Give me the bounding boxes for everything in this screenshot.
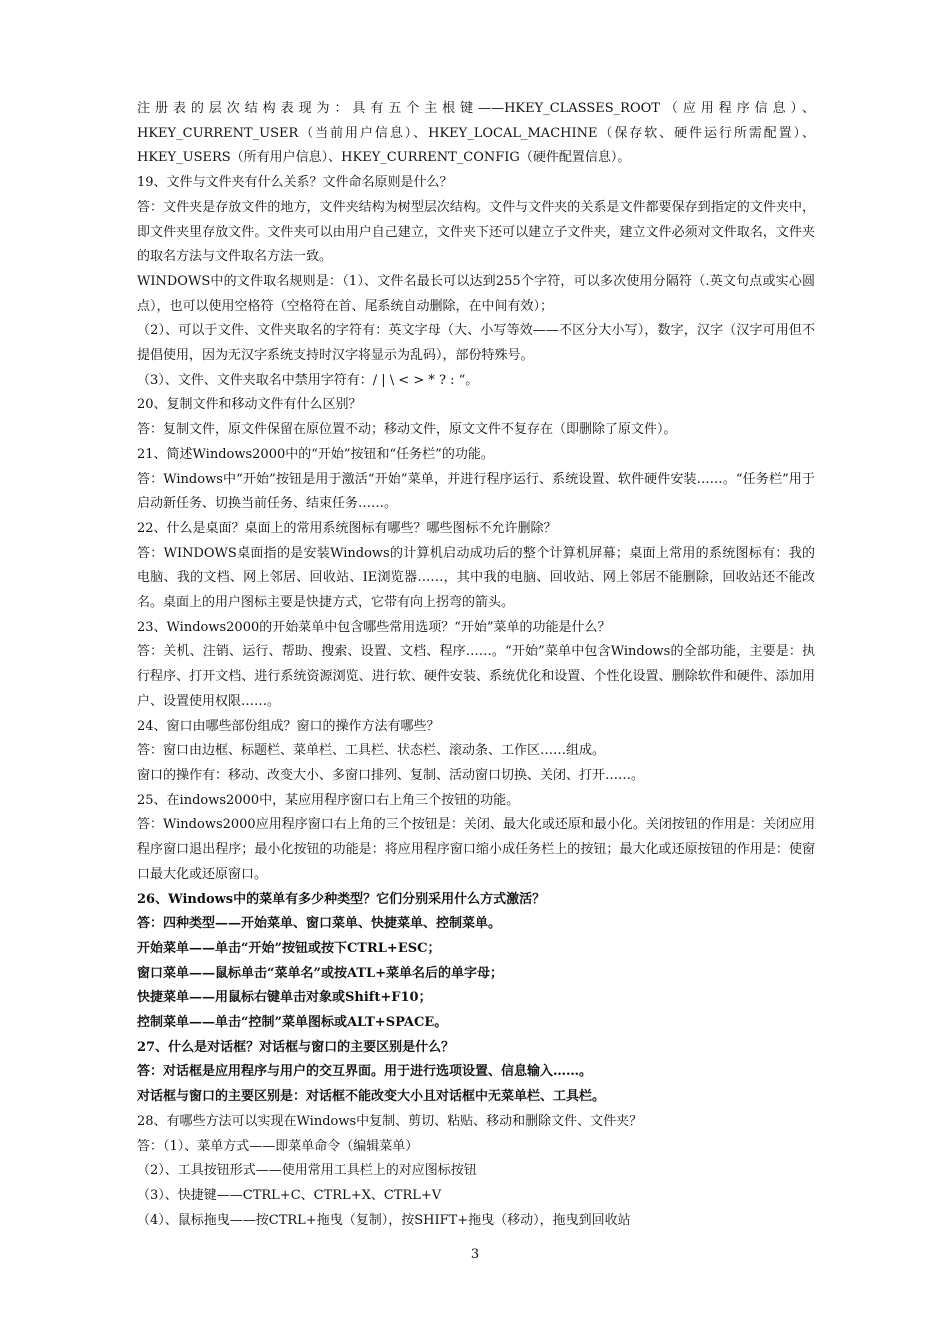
paragraph: 19、文件与文件夹有什么关系？文件命名原则是什么？ <box>137 175 453 191</box>
paragraph: 快捷菜单——用鼠标右键单击对象或Shift+F10； <box>137 990 432 1006</box>
paragraph: 注册表的层次结构表现为：具有五个主根键——HKEY_CLASSES_ROOT（应用程序信息）、HKEY_CURRENT_USER（当前用户信息）、HKEY_LOCAL_MACHINE（保存软、硬件运行所需配置）、HKEY_USERS（所有用户信息）、HKEY_CURRENT_CONFIG（硬件配置信息）。 <box>137 101 815 166</box>
paragraph: 答：Windows中“开始”按钮是用于激活“开始”菜单，并进行程序运行、系统设置、软件硬件安装……。“任务栏”用于启动新任务、切换当前任务、结束任务……。 <box>137 471 815 512</box>
paragraph: 25、在indows2000中，某应用程序窗口右上角三个按钮的功能。 <box>137 792 520 808</box>
paragraph: 答：窗口由边框、标题栏、菜单栏、工具栏、状态栏、滚动条、工作区……组成。 <box>137 743 606 759</box>
paragraph: 24、窗口由哪些部份组成？窗口的操作方法有哪些？ <box>137 718 440 734</box>
paragraph: 23、Windows2000的开始菜单中包含哪些常用选项？“开始”菜单的功能是什么？ <box>137 619 611 635</box>
paragraph: 20、复制文件和移动文件有什么区别？ <box>137 397 362 413</box>
paragraph: 窗口的操作有：移动、改变大小、多窗口排列、复制、活动窗口切换、关闭、打开……。 <box>137 767 645 783</box>
paragraph: 答：WINDOWS桌面指的是安装Windows的计算机启动成功后的整个计算机屏幕；桌面上常用的系统图标有：我的电脑、我的文档、网上邻居、回收站、IE浏览器……，其中我的电脑、回收站、网上邻居不能删除，回收站还不能改名。桌面上的用户图标主要是快捷方式，它带有向上拐弯的箭头。 <box>137 545 815 611</box>
paragraph: 21、简述Windows2000中的“开始”按钮和“任务栏”的功能。 <box>137 446 494 462</box>
paragraph: 窗口菜单——鼠标单击“菜单名”或按ATL+菜单名后的单字母； <box>137 965 504 981</box>
paragraph: 答：四种类型——开始菜单、窗口菜单、快捷菜单、控制菜单。 <box>137 916 502 932</box>
page-number: 3 <box>470 1247 480 1262</box>
paragraph: 答：关机、注销、运行、帮助、搜索、设置、文档、程序……。“开始”菜单中包含Windows的全部功能，主要是：执行程序、打开文档、进行系统资源浏览、进行软、硬件安装、系统优化和设置、个性化设置、删除软件和硬件、添加用户、设置使用权限……。 <box>137 644 815 709</box>
paragraph: （4）、鼠标拖曳——按CTRL+拖曳（复制），按SHIFT+拖曳（移动），拖曳到回收站 <box>137 1212 631 1228</box>
paragraph: 对话框与窗口的主要区别是：对话框不能改变大小且对话框中无菜单栏、工具栏。 <box>137 1089 606 1105</box>
paragraph: WINDOWS中的文件取名规则是：（1）、文件名最长可以达到255个字符，可以多次使用分隔符（.英文句点或实心圆点），也可以使用空格符（空格符在首、尾系统自动删除，在中间有效）； <box>137 273 815 314</box>
paragraph: 开始菜单——单击“开始”按钮或按下CTRL+ESC； <box>137 940 441 956</box>
paragraph: 22、什么是桌面？桌面上的常用系统图标有哪些？哪些图标不允许删除？ <box>137 520 557 536</box>
paragraph: （2）、可以于文件、文件夹取名的字符有：英文字母（大、小写等效——不区分大小写），数字，汉字（汉字可用但不提倡使用，因为无汉字系统支持时汉字将显示为乱码），部份特殊号。 <box>137 323 815 364</box>
paragraph: （2）、工具按钮形式——使用常用工具栏上的对应图标按钮 <box>137 1163 477 1179</box>
paragraph: 答：文件夹是存放文件的地方，文件夹结构为树型层次结构。文件与文件夹的关系是文件都要保存到指定的文件夹中，即文件夹里存放文件。文件夹可以由用户自己建立，文件夹下还可以建立子文件夹，建立文件必须对文件取名，文件夹的取名方法与文件取名方法一致。 <box>137 199 815 265</box>
paragraph: 答：对话框是应用程序与用户的交互界面。用于进行选项设置、信息输入……。 <box>137 1064 593 1080</box>
paragraph: 27、什么是对话框？对话框与窗口的主要区别是什么？ <box>137 1039 455 1055</box>
paragraph: 答：复制文件，原文件保留在原位置不动；移动文件，原文文件不复存在（即删除了原文件）。 <box>137 422 677 438</box>
document-body <box>137 97 815 1233</box>
paragraph: 控制菜单——单击“控制”菜单图标或ALT+SPACE。 <box>137 1015 448 1031</box>
paragraph: 26、Windows中的菜单有多少种类型？它们分别采用什么方式激活？ <box>137 891 546 907</box>
paragraph: 28、有哪些方法可以实现在Windows中复制、剪切、粘贴、移动和删除文件、文件夹？ <box>137 1113 643 1129</box>
paragraph: （3）、快捷键——CTRL+C、CTRL+X、CTRL+V <box>137 1187 442 1203</box>
paragraph: 答：（1）、菜单方式——即菜单命令（编辑菜单） <box>137 1138 419 1154</box>
paragraph: （3）、文件、文件夹取名中禁用字符有：/ | \ < > * ? : “。 <box>137 372 479 388</box>
paragraph: 答：Windows2000应用程序窗口右上角的三个按钮是：关闭、最大化或还原和最小化。关闭按钮的作用是：关闭应用程序窗口退出程序；最小化按钮的功能是：将应用程序窗口缩小成任务栏上的按钮；最大化或还原按钮的作用是：使窗口最大化或还原窗口。 <box>137 817 815 882</box>
